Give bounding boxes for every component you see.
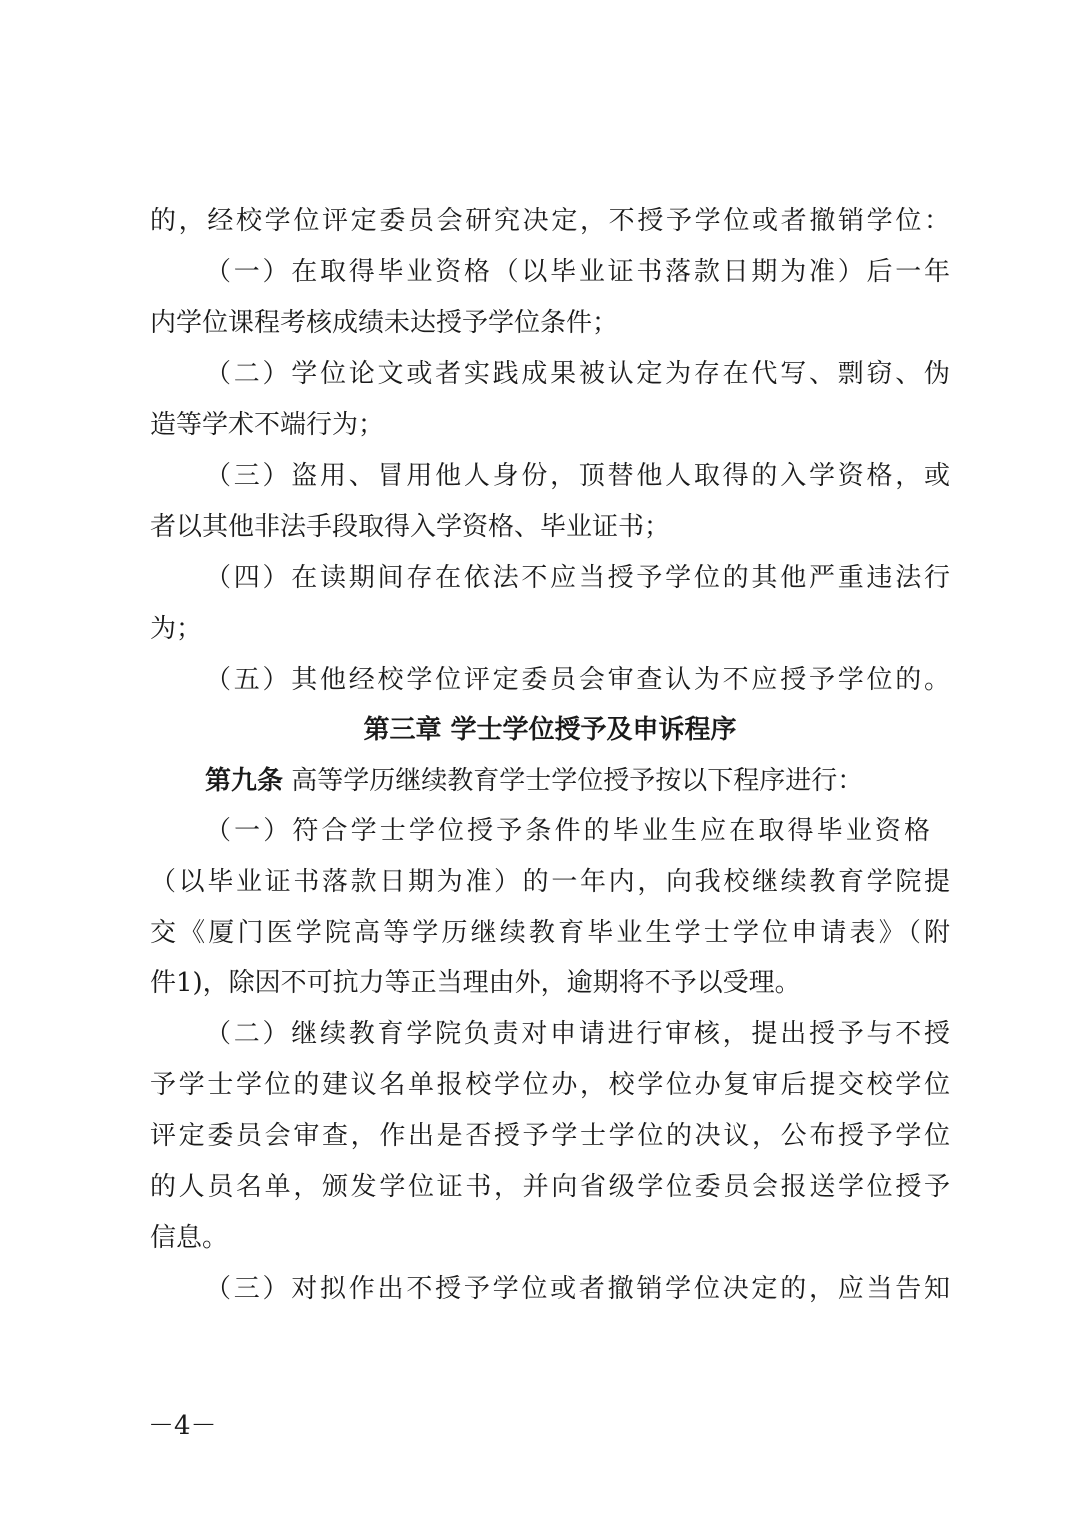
text-line: 交《厦门医学院高等学历继续教育毕业生学士学位申请表》（附 <box>150 918 950 948</box>
text-line: （五）其他经校学位评定委员会审查认为不应授予学位的。 <box>205 665 950 695</box>
text-line: 造等学术不端行为； <box>150 410 385 440</box>
text-line: （三）盗用、冒用他人身份，顶替他人取得的入学资格，或 <box>205 461 950 491</box>
text-line: 内学位课程考核成绩未达授予学位条件； <box>150 308 619 338</box>
text-line: 件1)，除因不可抗力等正当理由外，逾期将不予以受理。 <box>150 968 801 998</box>
article-label: 第九条 <box>205 766 284 796</box>
text-line: （二）学位论文或者实践成果被认定为存在代写、剽窃、伪 <box>205 359 950 389</box>
text-line: （三）对拟作出不授予学位或者撤销学位决定的，应当告知 <box>205 1274 950 1304</box>
text-line: （四）在读期间存在依法不应当授予学位的其他严重违法行 <box>205 563 950 593</box>
page-number: －4－ <box>148 1411 217 1441</box>
text-line: 信息。 <box>150 1223 229 1253</box>
text-line: 为； <box>150 614 203 644</box>
article-9-line <box>205 764 950 798</box>
text-line: 的人员名单，颁发学位证书，并向省级学位委员会报送学位授予 <box>150 1172 950 1202</box>
text-line: 予学士学位的建议名单报校学位办，校学位办复审后提交校学位 <box>150 1070 950 1100</box>
text-line: 者以其他非法手段取得入学资格、毕业证书； <box>150 512 671 542</box>
text-line: （一）符合学士学位授予条件的毕业生应在取得毕业资格 <box>205 816 930 846</box>
text-line: 的，经校学位评定委员会研究决定，不授予学位或者撤销学位： <box>150 206 950 236</box>
text-line: 评定委员会审查，作出是否授予学士学位的决议，公布授予学位 <box>150 1121 950 1151</box>
article-text: 高等学历继续教育学士学位授予按以下程序进行： <box>283 766 864 796</box>
text-line: （以毕业证书落款日期为准）的一年内，向我校继续教育学院提 <box>150 867 950 897</box>
chapter-heading: 第三章 学士学位授予及申诉程序 <box>363 715 737 745</box>
text-line: （一）在取得毕业资格（以毕业证书落款日期为准）后一年 <box>205 257 950 287</box>
text-line: （二）继续教育学院负责对申请进行审核，提出授予与不授 <box>205 1019 950 1049</box>
